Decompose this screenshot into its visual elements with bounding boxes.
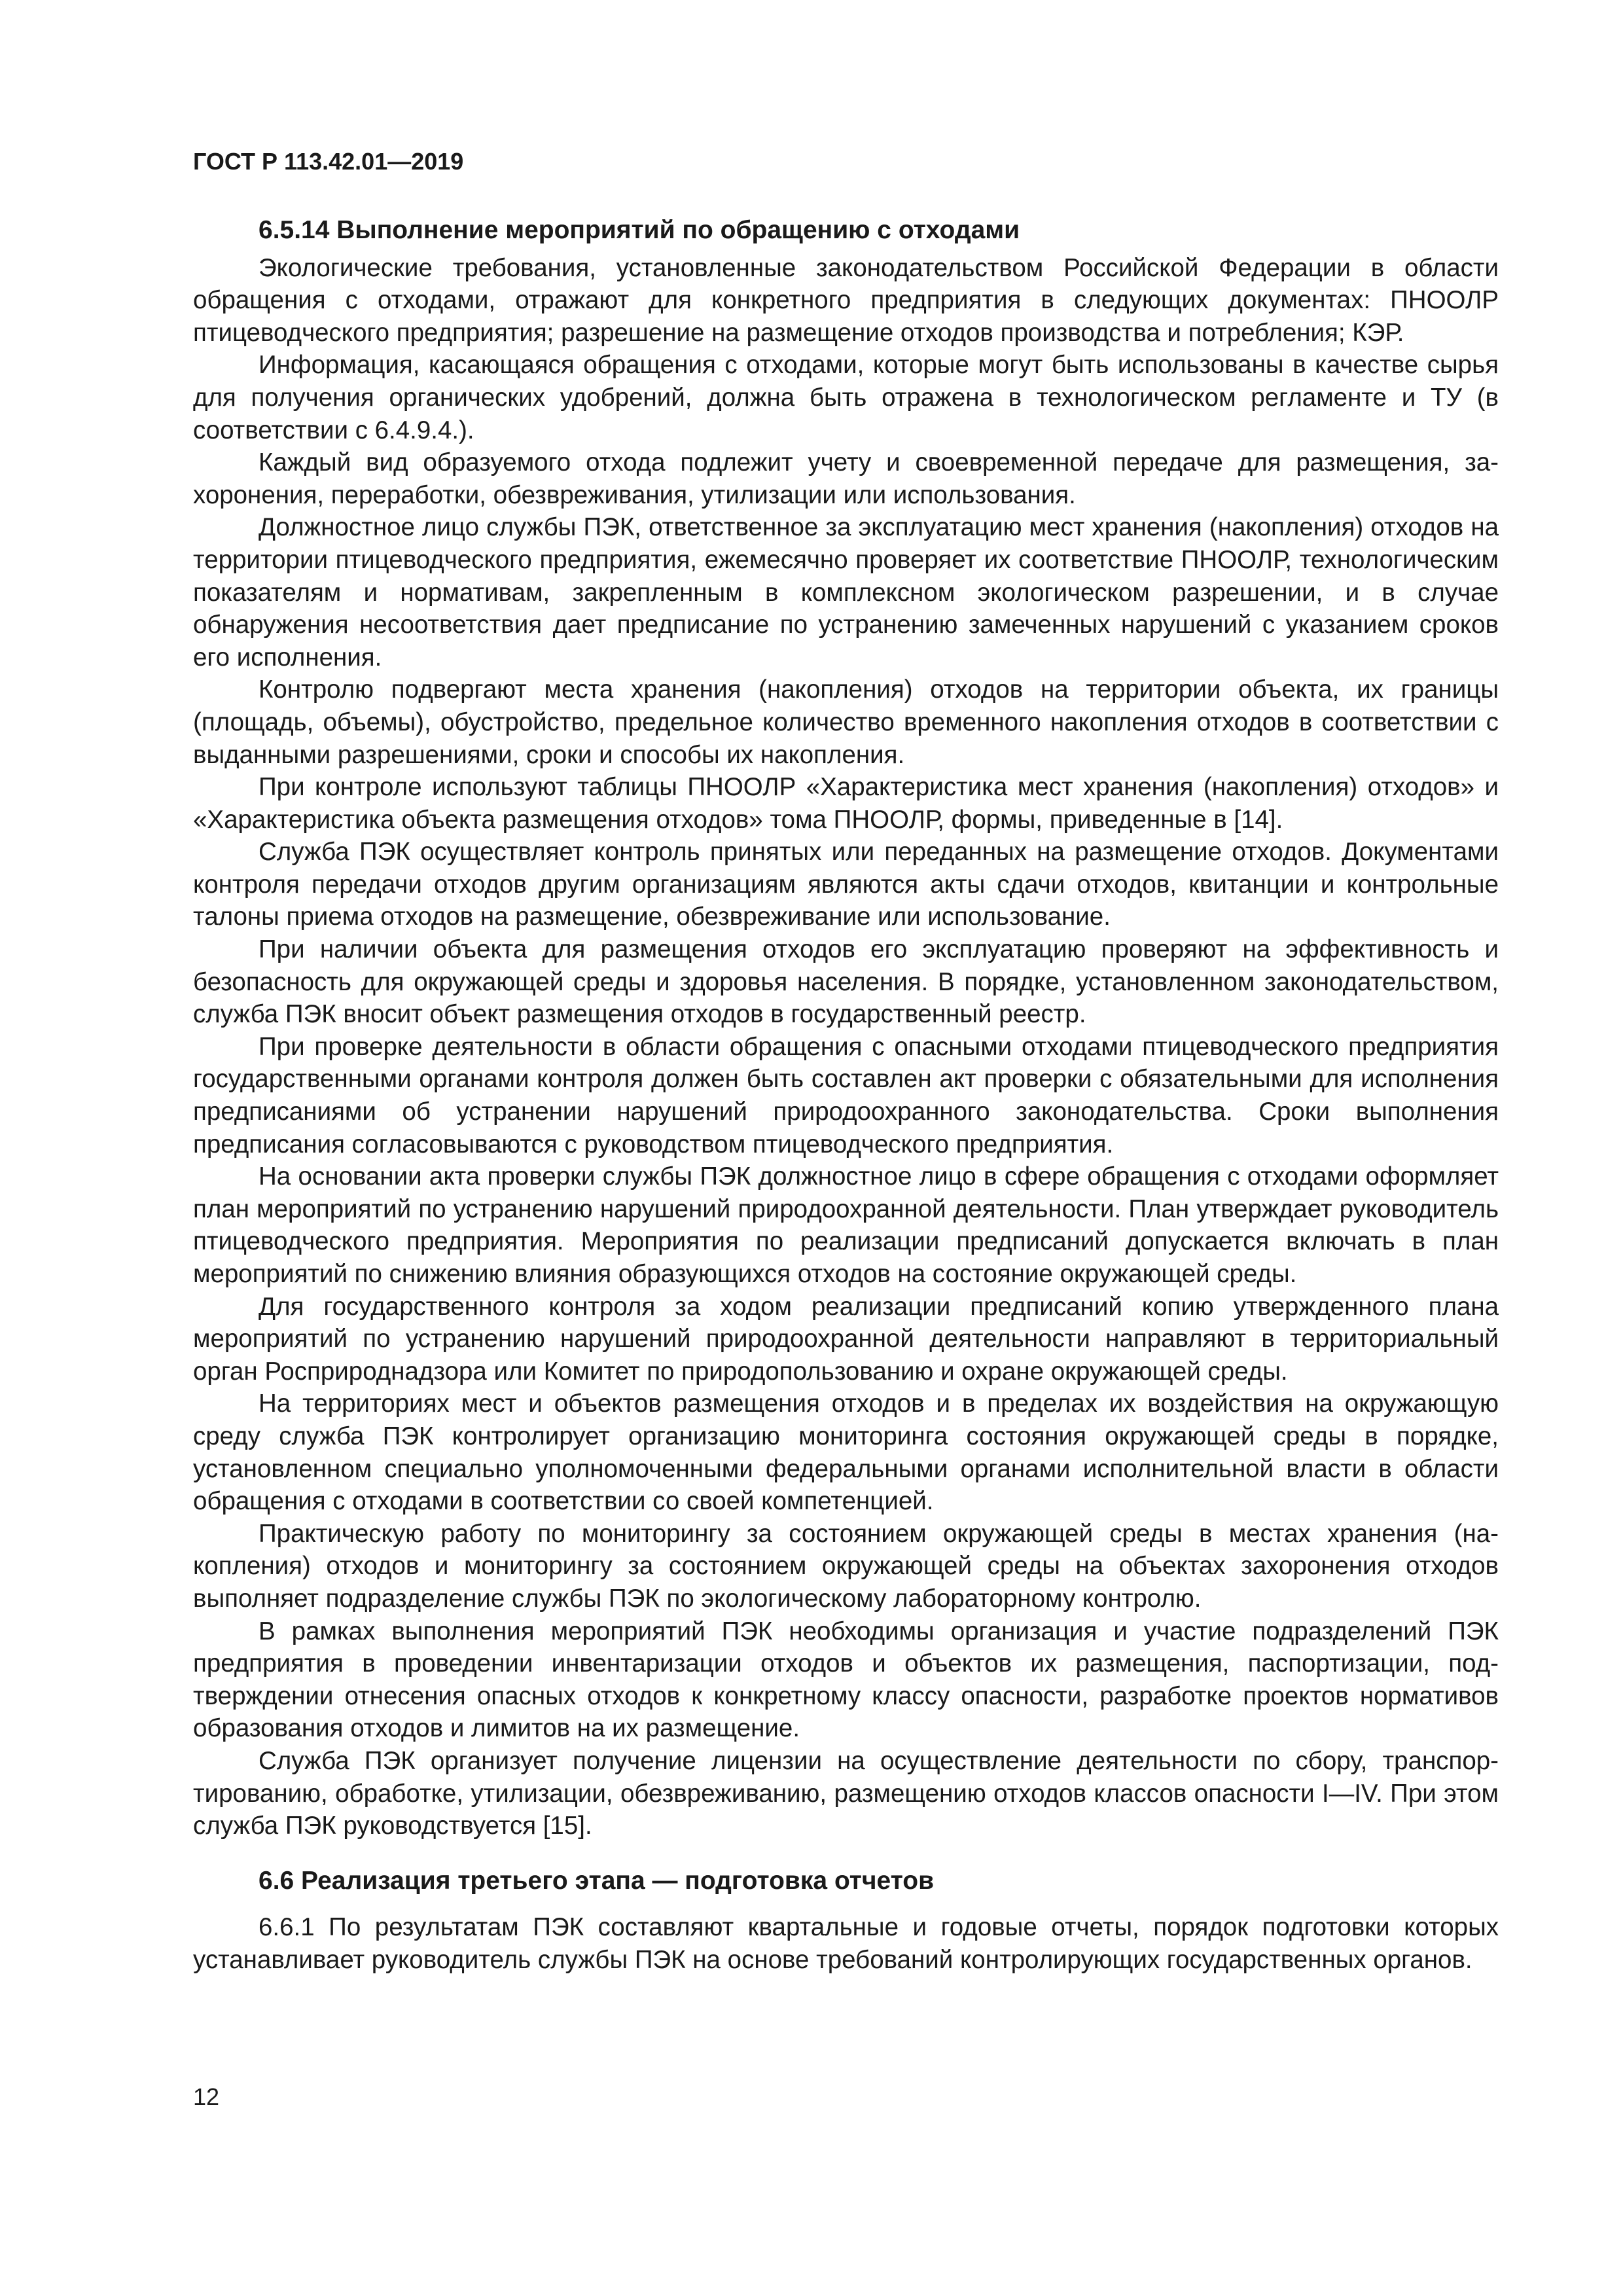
paragraph: Для государственного контроля за ходом реализации предписаний копию утвержденного плана мероприятий по устранению нарушений природоохранной деятельности направляют в территориальный орган Росприроднадзора или Комитет по природопользованию и охране окружающей среды. [193,1292,1499,1386]
paragraph: Каждый вид образуемого отхода подлежит учету и своевременной передаче для размещения, захоронения, переработки, обезвреживания, утилизации или использования. [193,448,1499,509]
section-heading-6-5-14: 6.5.14 Выполнение мероприятий по обращению с отходами [259,216,1020,244]
paragraph: Служба ПЭК организует получение лицензии на осуществление деятельности по сбору, транспортированию, обработке, утилизации, обезвреживанию, размещению отходов классов опасности I—IV. При этом служба ПЭК руководствуется [15]. [193,1746,1499,1840]
paragraph: На основании акта проверки службы ПЭК должностное лицо в сфере обращения с отходами оформляет план мероприятий по устранению нарушений природоохранной деятельности. План утверждает руководитель птицеводческого предприятия. Мероприятия по реализации предписаний допускается включать в план мероприятий по снижению влияния образующихся отходов на состояние окружающей среды. [193,1162,1499,1288]
paragraph: 6.6.1 По результатам ПЭК составляют квартальные и годовые отчеты, порядок подготовки которых устанавливает руководитель службы ПЭК на основе требований контролирующих государственных органов. [193,1913,1499,1974]
paragraph: Практическую работу по мониторингу за состоянием окружающей среды в местах хранения (накопления) отходов и мониторингу за состоянием окружающей среды на объектах захоронения отходов выполняет подразделение службы ПЭК по экологическому лабораторному контролю. [193,1519,1499,1613]
page-number: 12 [193,2083,220,2110]
standard-code-header: ГОСТ Р 113.42.01—2019 [193,148,464,175]
paragraph: При контроле используют таблицы ПНООЛР «Характеристика мест хранения (накопления) отходов» и «Характеристика объекта размещения отходов» тома ПНООЛР, формы, приведенные в [14]. [193,773,1499,834]
paragraph: Контролю подвергают места хранения (накопления) отходов на территории объекта, их границы (площадь, объемы), обустройство, предельное количество временного накопления отходов в соответствии с выданными разрешениями, сроки и способы их накопления. [193,675,1499,769]
paragraph: При проверке деятельности в области обращения с опасными отходами птицеводческого предприятия государственными органами контроля должен быть составлен акт проверки с обязательными для исполнения предписаниями об устранении нарушений природоохранного законодательства. Сроки выполнения предписания согласовываются с руководством птицеводческого предприятия. [193,1032,1499,1158]
paragraph: При наличии объекта для размещения отходов его эксплуатацию проверяют на эффективность и безопасность для окружающей среды и здоровья населения. В порядке, установленном законодательством, служба ПЭК вносит объект размещения отходов в государственный реестр. [193,935,1499,1029]
paragraph: Информация, касающаяся обращения с отходами, которые могут быть использованы в качестве сырья для получения органических удобрений, должна быть отражена в технологическом регламенте и ТУ (в соответствии с 6.4.9.4.). [193,351,1499,444]
section-heading-6-6: 6.6 Реализация третьего этапа — подготовка отчетов [259,1866,935,1895]
paragraph: В рамках выполнения мероприятий ПЭК необходимы организация и участие подразделений ПЭК предприятия в проведении инвентаризации отходов и объектов их размещения, паспортизации, подтверждении отнесения опасных отходов к конкретному классу опасности, разработке проектов нормативов образования отходов и лимитов на их размещение. [193,1617,1499,1743]
paragraph: На территориях мест и объектов размещения отходов и в пределах их воздействия на окружающую среду служба ПЭК контролирует организацию мониторинга состояния окружающей среды в порядке, установленном специально уполномоченными федеральными органами исполнительной власти в области обращения с отходами в соответствии со своей компетенцией. [193,1390,1499,1516]
document-page [193,147,1499,1976]
paragraph: Экологические требования, установленные законодательством Российской Федерации в области обращения с отходами, отражают для конкретного предприятия в следующих документах: ПНООЛР птицеводческого предприятия; разрешение на размещение отходов производства и потребления; КЭР. [193,253,1499,347]
paragraph: Служба ПЭК осуществляет контроль принятых или переданных на размещение отходов. Документами контроля передачи отходов другим организациям являются акты сдачи отходов, квитанции и контрольные талоны приема отходов на размещение, обезвреживание или использование. [193,838,1499,931]
paragraph: Должностное лицо службы ПЭК, ответственное за эксплуатацию мест хранения (накопления) отходов на территории птицеводческого предприятия, ежемесячно проверяет их соответствие ПНООЛР, технологическим показателям и нормативам, закрепленным в комплексном экологическом разрешении, и в случае обнаружения несоответствия дает предписание по устранению замеченных нарушений с указанием сроков его исполнения. [193,513,1499,672]
